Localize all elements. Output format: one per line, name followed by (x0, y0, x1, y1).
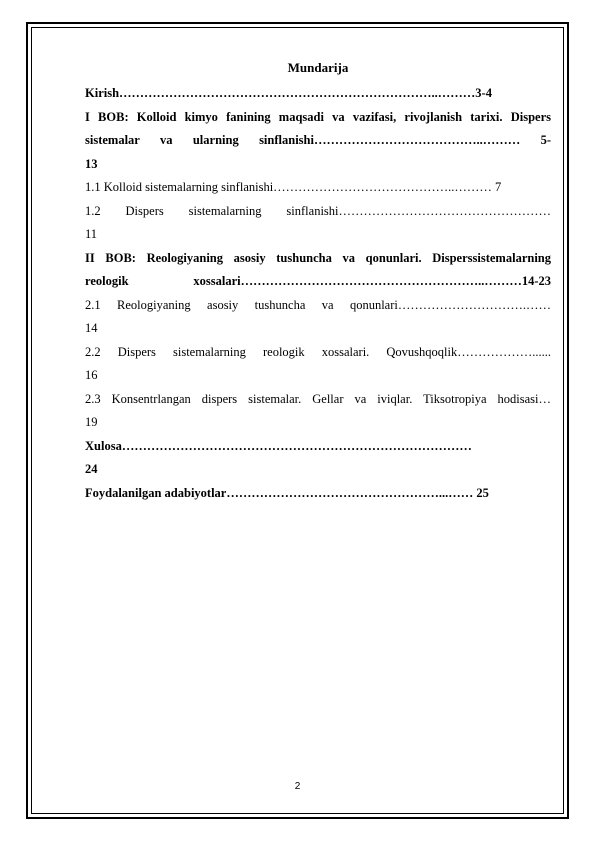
toc-entry-1-2-line2: 11 (85, 227, 98, 241)
toc-entry-xulosa-line2: 24 (85, 462, 98, 476)
toc-entry-2-2-line1: 2.2 Dispers sistemalarning reologik xossalari. Qovushqoqlik………………...... (85, 344, 551, 359)
toc-entry-2-3-line2: 19 (85, 415, 98, 429)
table-of-contents (85, 58, 551, 505)
toc-entry-2-3-line1: 2.3 Konsentrlangan dispers sistemalar. Gellar va iviqlar. Tiksotropiya hodisasi… (85, 391, 551, 406)
toc-entry-bob1-line2: sistemalar va ularning sinflanishi…………………………………..……… 5- (85, 133, 551, 147)
toc-entry-bob2-line1: II BOB: Reologiyaning asosiy tushuncha va qonunlari. Disperssistemalarning (85, 250, 551, 265)
toc-entry-1-1: 1.1 Kolloid sistemalarning sinflanishi……………………………………..……… 7 (85, 180, 502, 194)
toc-entry-xulosa-line1: Xulosa………………………………………………………………………… (85, 438, 472, 453)
toc-entry-adabiyotlar: Foydalanilgan adabiyotlar……………………………………………...…… 25 (85, 485, 489, 500)
toc-entry-2-1-line2: 14 (85, 321, 98, 335)
toc-entry-2-2-line2: 16 (85, 368, 98, 382)
toc-entry-bob1-line1: I BOB: Kolloid kimyo fanining maqsadi va vazifasi, rivojlanish tarixi. Dispers (85, 109, 551, 124)
toc-entry-2-1-line1: 2.1 Reologiyaning asosiy tushuncha va qonunlari………………………….…… (85, 297, 551, 312)
toc-entry-kirish: Kirish…………………………………………………………………..………3-4 (85, 86, 492, 100)
toc-entry-1-2-line1: 1.2 Dispers sistemalarning sinflanishi…………………………………………… (85, 203, 551, 218)
toc-title: Mundarija (287, 60, 349, 75)
page-number: 2 (294, 781, 301, 792)
toc-entry-bob1-line3: 13 (85, 156, 98, 171)
toc-entry-bob2-line2: reologik xossalari…………………………………………………..………14-23 (85, 274, 551, 288)
